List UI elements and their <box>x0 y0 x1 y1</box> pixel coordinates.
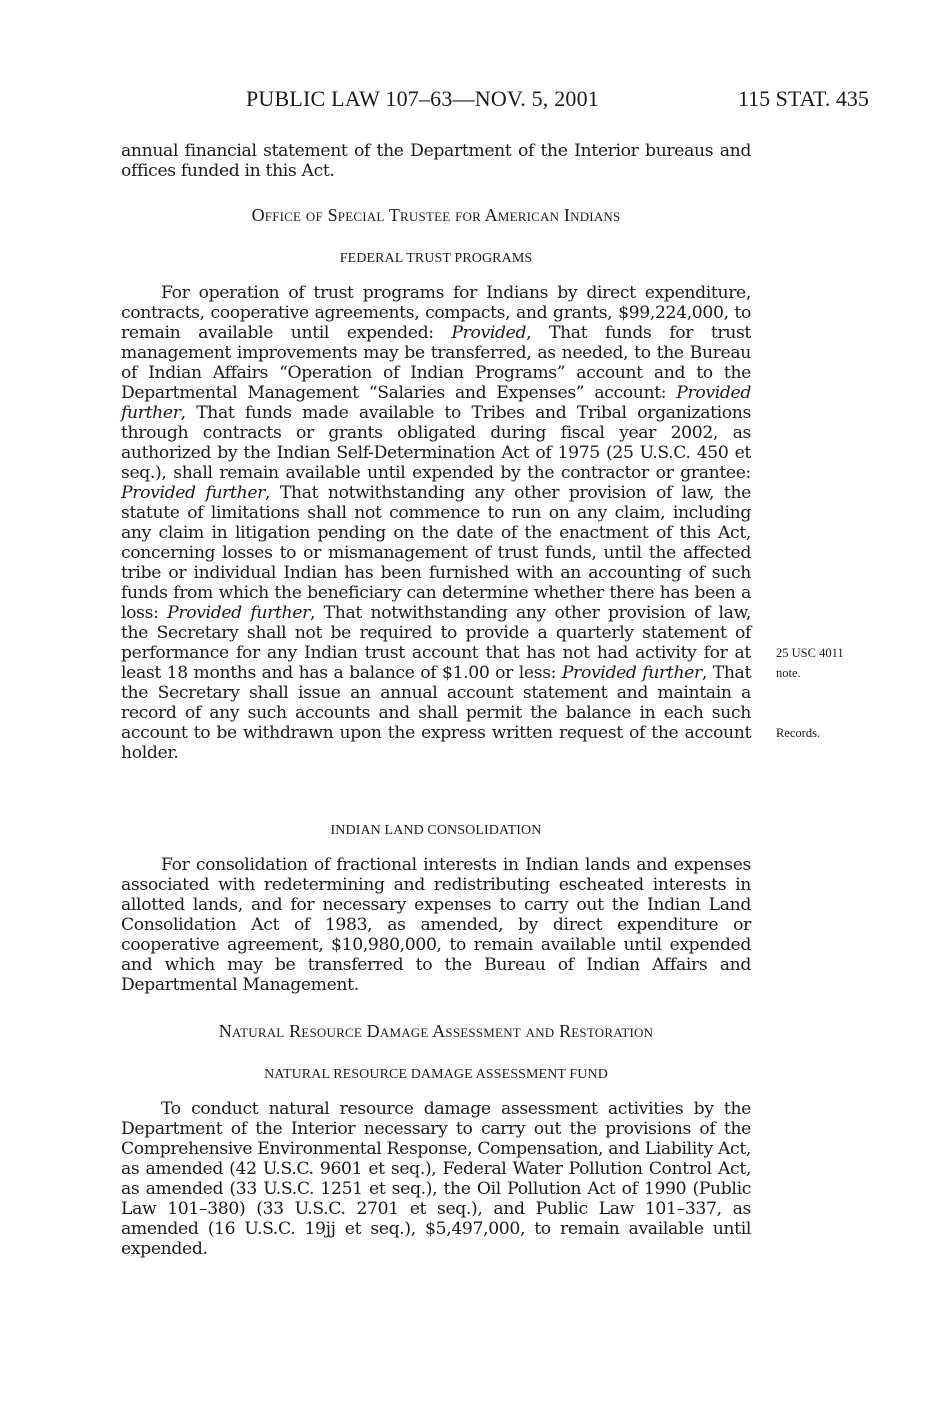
intro-paragraph: annual financial statement of the Department of the Interior bureaus and offices funded in this Act. <box>121 141 751 181</box>
section-heading-natural-resource-damage: Natural Resource Damage Assessment and Restoration <box>218 1021 654 1041</box>
indian-land-consolidation-paragraph: For consolidation of fractional interests in Indian lands and expenses associated with redetermining and redistributing escheated interests in allotted lands, and for necessary expenses to carry out the Indian Land Consolidation Act of 1983, as amended, by direct expenditure or cooperative agreement, $10,980,000, to remain available until expended and which may be transferred to the Bureau of Indian Affairs and Departmental Management. <box>121 855 751 995</box>
nrda-fund-body <box>121 1099 751 1259</box>
margin-note-usc-citation: 25 USC 4011 note. <box>776 646 844 680</box>
indian-land-consolidation-body <box>121 855 751 995</box>
intro-continuation <box>121 141 751 181</box>
federal-trust-programs-body <box>121 283 751 763</box>
section-heading-special-trustee: Office of Special Trustee for American Indians <box>251 205 621 225</box>
nrda-fund-paragraph: To conduct natural resource damage assessment activities by the Department of the Interior necessary to carry out the provisions of the Comprehensive Environmental Response, Compensation, and Liability Act, as amended (42 U.S.C. 9601 et seq.), Federal Water Pollution Control Act, as amended (33 U.S.C. 1251 et seq.), the Oil Pollution Act of 1990 (Public Law 101–380) (33 U.S.C. 2701 et seq.), and Public Law 101–337, as amended (16 U.S.C. 19jj et seq.), $5,497,000, to remain available until expended. <box>121 1099 751 1259</box>
running-head: PUBLIC LAW 107–63—NOV. 5, 2001 <box>246 86 599 111</box>
federal-trust-programs-paragraph: For operation of trust programs for Indians by direct expenditure, contracts, cooperative agreements, compacts, and grants, $99,224,000, to remain available until expended: Provided, That funds for trust management improvements may be transferred, as needed, to the Bureau of Indian Affairs “Operation of Indian Programs” account and to the Departmental Management “Salaries and Expenses” account: Provided further, That funds made available to Tribes and Tribal organizations through contracts or grants obligated during fiscal year 2002, as authorized by the Indian Self-Determination Act of 1975 (25 U.S.C. 450 et seq.), shall remain available until expended by the contractor or grantee: Provided further, That notwithstanding any other provision of law, the statute of limitations shall not commence to run on any claim, including any claim in litigation pending on the date of the enactment of this Act, concerning losses to or mismanagement of trust funds, until the affected tribe or individual Indian has been furnished with an accounting of such funds from which the beneficiary can determine whether there has been a loss: Provided further, That notwithstanding any other provision of law, the Secretary shall not be required to provide a quarterly statement of performance for any Indian trust account that has not had activity for at least 18 months and has a balance of $1.00 or less: Provided further, That the Secretary shall issue an annual account statement and maintain a record of any such accounts and shall permit the balance in each such account to be withdrawn upon the express written request of the account holder. <box>121 283 752 763</box>
subsection-heading-indian-land-consolidation: INDIAN LAND CONSOLIDATION <box>330 823 542 838</box>
statute-page-number: 115 STAT. 435 <box>738 86 869 111</box>
subsection-heading-nrda-fund: NATURAL RESOURCE DAMAGE ASSESSMENT FUND <box>264 1067 608 1082</box>
subsection-heading-federal-trust-programs: FEDERAL TRUST PROGRAMS <box>339 251 533 266</box>
margin-note-records: Records. <box>776 726 821 740</box>
